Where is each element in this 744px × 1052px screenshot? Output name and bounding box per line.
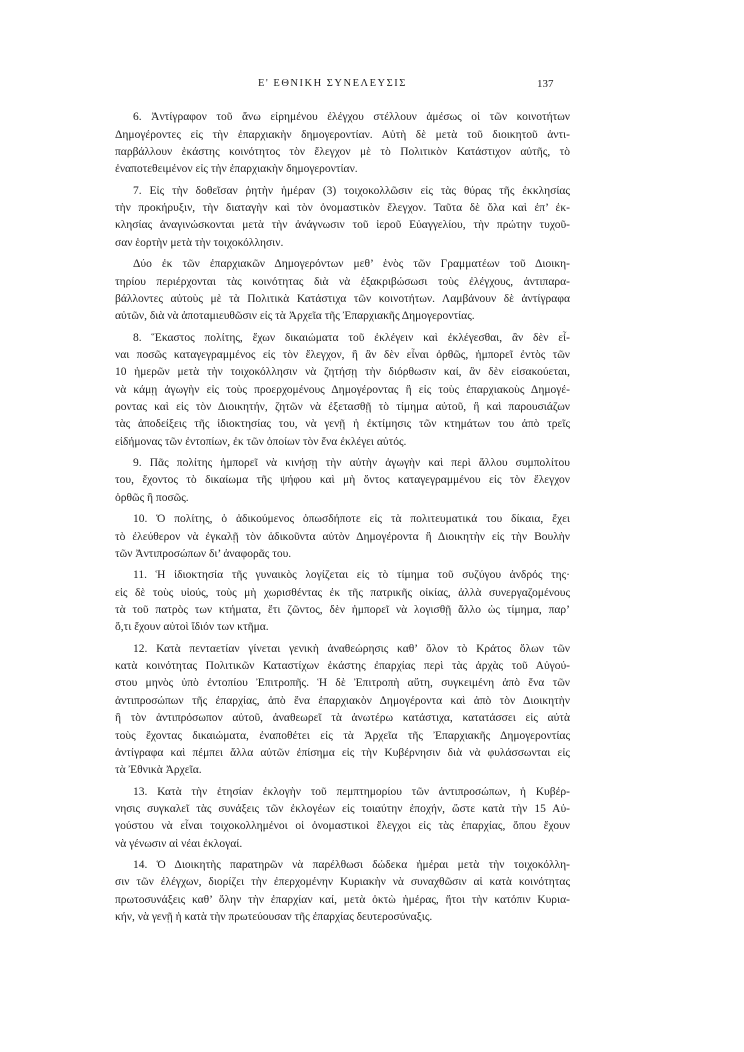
paragraph [115,183,570,252]
paragraph [115,567,570,636]
text-line: ἢ τὸν ἀντιπρόσωπον αὐτοῦ, ἀναθεωρεῖ τὰ ἀνωτέρω κατάστιχα, κατατάσσει εἰς αὐτὰ [115,712,570,725]
text-line: κατὰ κοινότητας Πολιτικῶν Καταστίχων ἑκάστης ἐπαρχίας περὶ τὰς ἀρχὰς τοῦ Αὐγού- [115,660,570,673]
text-line: 9. Πᾶς πολίτης ἠμπορεῖ νὰ κινήσῃ τὴν αὐτὴν ἀγωγὴν καὶ περὶ ἄλλου συμπολίτου [133,457,570,470]
body-text [115,109,570,926]
text-line: πρωτοσυνάξεις καθ’ ὅλην τὴν ἐπαρχίαν καί, μετὰ ὀκτὼ ἡμέρας, ἤτοι τὴν κατόπιν Κυρια- [115,893,570,906]
paragraph [115,256,570,325]
text-line: Δημογέροντες εἰς τὴν ἐπαρχιακὴν δημογεροντίαν. Αὐτὴ δὲ μετὰ τοῦ διοικητοῦ ἀντι- [115,128,570,141]
text-line: 10 ἡμερῶν μετὰ τὴν τοιχοκόλλησιν νὰ ζητήσῃ τὴν διόρθωσιν καί, ἂν δὲν εἰσακούεται, [115,366,570,379]
text-line: 12. Κατὰ πενταετίαν γίνεται γενικὴ ἀναθεώρησις καθ’ ὅλον τὸ Κράτος ὅλων τῶν [133,642,570,655]
text-line: ὀρθῶς ἢ ποσῶς. [115,491,189,504]
text-line: νὰ γένωσιν αἱ νέαι ἐκλογαί. [115,837,243,850]
text-line: ὅ,τι ἔχουν αὐτοὶ ἴδιόν των κτῆμα. [115,621,269,634]
text-line: 6. Ἀντίγραφον τοῦ ἄνω εἰρημένου ἐλέγχου στέλλουν ἀμέσως οἱ τῶν κοινοτήτων [133,111,570,124]
text-line: σιν τῶν ἐλέγχων, διορίζει τὴν ἐπερχομένην Κυριακὴν νὰ συναχθῶσιν αἱ κατὰ κοινότητας [115,876,570,889]
text-line: ἐναποτεθειμένον εἰς τὴν ἐπαρχιακὴν δημογεροντίαν. [115,163,358,176]
text-line: 10. Ὁ πολίτης, ὁ ἀδικούμενος ὁπωσδήποτε εἰς τὰ πολιτευματικά του δίκαια, ἔχει [133,513,570,526]
page-number: 137 [537,78,554,90]
text-line: κλησίας ἀναγινώσκονται μετὰ τὴν ἀνάγνωσιν τοῦ ἱεροῦ Εὐαγγελίου, τὴν πρώτην τυχοῦ- [115,219,570,232]
text-line: νησις συγκαλεῖ τὰς συνάξεις τῶν ἐκλογέων εἰς τοιαύτην ἐποχήν, ὥστε κατὰ τὴν 15 Αὐ- [115,802,570,815]
text-line: αὐτῶν, διὰ νὰ ἀποταμιευθῶσιν εἰς τὰ Ἀρχεῖα τῆς Ἐπαρχιακῆς Δημογεροντίας. [115,310,475,323]
text-line: κήν, νὰ γενῇ ἡ κατὰ τὴν πρωτεύουσαν τῆς ἐπαρχίας δευτεροσύναξις. [115,911,433,924]
paragraph [115,330,570,452]
text-line: σαν ἑορτὴν μετὰ τὴν τοιχοκόλλησιν. [115,236,284,249]
text-line: τὰ Ἐθνικὰ Ἀρχεῖα. [115,764,202,777]
paragraph [115,857,570,926]
text-line: τῶν Ἀντιπροσώπων δι’ ἀναφορᾶς του. [115,547,292,560]
text-line: ναι ποσῶς καταγεγραμμένος εἰς τὸν ἔλεγχον, ἢ ἂν δὲν εἶναι ὀρθῶς, ἠμπορεῖ ἐντὸς τῶν [115,348,570,361]
text-line: τὸ ἐλεύθερον νὰ ἐγκαλῇ τὸν ἀδικοῦντα αὐτὸν Δημογέροντα ἢ Διοικητὴν εἰς τὴν Βουλὴν [115,530,570,543]
text-line: γούστου νὰ εἶναι τοιχοκολλημένοι οἱ ὀνομαστικοὶ ἔλεγχοι εἰς τὰς ἐπαρχίας, ὅπου ἔχουν [115,820,570,833]
text-line: τὰ τοῦ πατρὸς των κτήματα, ἔτι ζῶντος, δὲν ἠμπορεῖ νὰ λογισθῇ ἄλλο ὡς τίμημα, παρ’ [115,604,570,616]
paragraph [115,455,570,507]
paragraph [115,784,570,853]
text-line: βάλλοντες αὐτοὺς μὲ τὰ Πολιτικὰ Κατάστιχα τῶν κοινοτήτων. Λαμβάνουν δὲ ἀντίγραφα [115,292,570,305]
text-line: ἀντίγραφα καὶ πέμπει ἄλλα αὐτῶν ἐπίσημα εἰς τὴν Κυβέρνησιν διὰ νὰ φυλάσσωνται εἰς [115,746,570,759]
text-line: παρβάλλουν ἑκάστης κοινότητος τὸν ἔλεγχον μὲ τὸ Πολιτικὸν Κατάστιχον αὐτῆς, τὸ [115,146,570,159]
paragraph [115,511,570,563]
text-line: του, ἔχοντος τὸ δικαίωμα τῆς ψήφου καὶ μὴ ὄντος καταγεγραμμένου εἰς τὸν ἔλεγχον [115,474,570,487]
text-line: στου μηνὸς ὑπὸ ἐντοπίου Ἐπιτροπῆς. Ἡ δὲ Ἐπιτροπὴ αὕτη, συγκειμένη ἀπὸ ἕνα τῶν [115,677,570,690]
text-line: ροντας καὶ εἰς τὸν Διοικητήν, ζητῶν νὰ ἐξετασθῇ τὸ τίμημα αὐτοῦ, ἢ καὶ παρουσιάζων [115,401,570,414]
text-line: 13. Κατὰ τὴν ἐτησίαν ἐκλογὴν τοῦ πεμπτημορίου τῶν ἀντιπροσώπων, ἡ Κυβέρ- [133,785,570,798]
running-header-title: Ε' ΕΘΝΙΚΗ ΣΥΝΕΛΕΥΣΙΣ [258,78,407,89]
text-line: νὰ κάμῃ ἀγωγὴν εἰς τοὺς προερχομένους Δημογέροντας ἢ εἰς τοὺς ἐπαρχιακοὺς Δημογέ- [115,383,570,396]
text-line: 14. Ὁ Διοικητὴς παρατηρῶν νὰ παρέλθωσι δώδεκα ἡμέραι μετὰ τὴν τοιχοκόλλη- [133,859,570,872]
text-line: 11. Ἡ ἰδιοκτησία τῆς γυναικὸς λογίζεται εἰς τὸ τίμημα τοῦ συζύγου ἀνδρός της· [133,569,570,582]
text-line: εἰς δὲ τοὺς υἱούς, τοὺς μὴ χωρισθέντας ἐκ τῆς πατρικῆς οἰκίας, ἀλλὰ συνεργαζομένους [115,586,570,599]
paragraph [115,109,570,178]
paragraph [115,641,570,780]
text-line: ἀντιπροσώπων τῆς ἐπαρχίας, ἀπὸ ἕνα ἐπαρχιακὸν Δημογέροντα καὶ ἀπὸ τὸν Διοικητὴν [115,694,570,707]
text-line: εἰδήμονας τῶν ἐντοπίων, ἐκ τῶν ὁποίων τὸν ἕνα ἐκλέγει αὐτός. [115,435,407,448]
text-line: τὰς ἀποδείξεις τῆς ἰδιοκτησίας του, νὰ γενῇ ἡ ἐκτίμησις τῶν κτημάτων του ἀπὸ τρεῖς [115,418,570,431]
text-line: Δύο ἐκ τῶν ἐπαρχιακῶν Δημογερόντων μεθ’ ἑνὸς τῶν Γραμματέων τοῦ Διοικη- [133,258,570,271]
text-line: τοὺς ἔχοντας δικαιώματα, ἐναποθέτει εἰς τὰ Ἀρχεῖα τῆς Ἐπαρχιακῆς Δημογεροντίας [115,729,570,742]
text-line: 8. Ἕκαστος πολίτης, ἔχων δικαιώματα τοῦ ἐκλέγειν καὶ ἐκλέγεσθαι, ἂν δὲν εἶ- [133,331,570,344]
text-line: τὴν προκήρυξιν, τὴν διαταγὴν καὶ τὸν ὀνομαστικὸν ἔλεγχον. Ταῦτα δὲ ὅλα καὶ ἐπ’ ἐκ- [115,202,570,215]
text-line: 7. Εἰς τὴν δοθεῖσαν ῥητὴν ἡμέραν (3) τοιχοκολλῶσιν εἰς τὰς θύρας τῆς ἐκκλησίας [133,184,570,197]
text-line: τηρίου περιέρχονται τὰς κοινότητας διὰ νὰ ἐξακριβώσωσι τοὺς ἐλέγχους, ἀντιπαρα- [115,275,570,288]
